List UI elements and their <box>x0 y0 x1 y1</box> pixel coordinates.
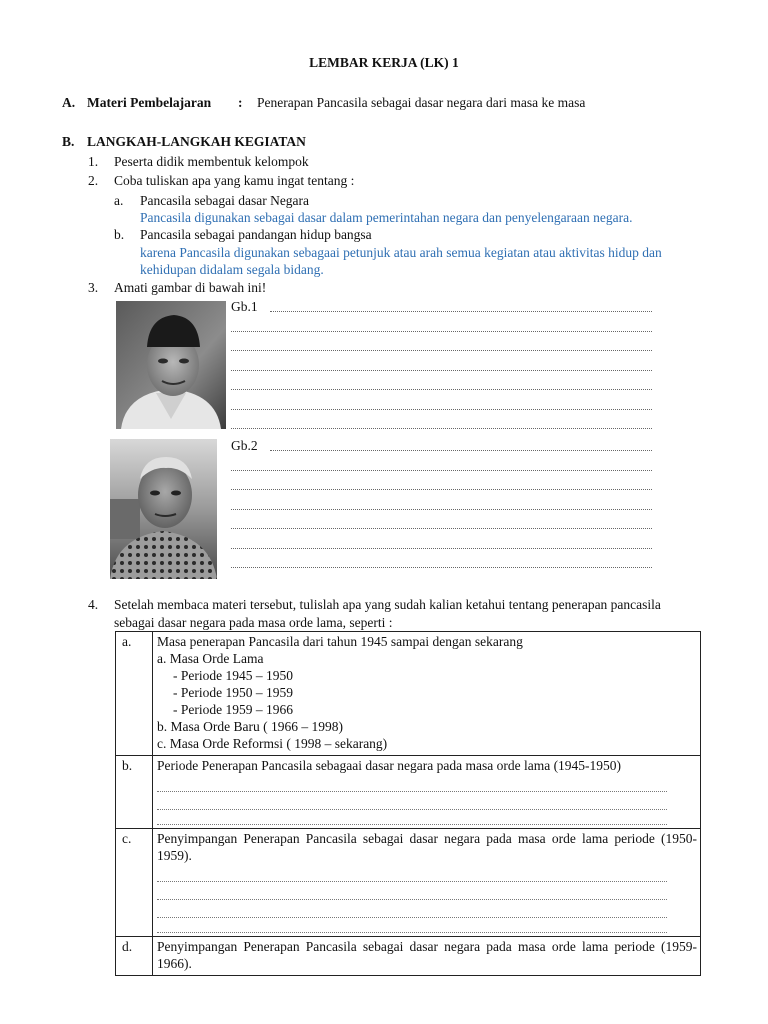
step-2a-text: Pancasila sebagai dasar Negara <box>140 193 310 208</box>
row-b-answer-line-2[interactable] <box>157 792 667 810</box>
row-c-answer-line-1[interactable] <box>157 864 667 882</box>
row-a-line-7: c. Masa Orde Reformsi ( 1998 – sekarang) <box>157 736 388 751</box>
portrait-photo-1 <box>116 301 226 429</box>
gb2-line-2[interactable] <box>231 470 652 471</box>
table-row-a <box>116 632 701 756</box>
row-d-label: d. <box>116 937 153 976</box>
row-a-line-1: Masa penerapan Pancasila dari tahun 1945 sampai dengan sekarang <box>157 634 523 649</box>
row-b-answer-line-3[interactable] <box>157 810 667 825</box>
step-2b-text: Pancasila sebagai pandangan hidup bangsa <box>140 227 372 242</box>
gb1-line-3[interactable] <box>231 350 652 351</box>
gb2-line-7[interactable] <box>231 567 652 568</box>
step-1-number: 1. <box>88 154 99 169</box>
gb1-line-4[interactable] <box>231 370 652 371</box>
row-c-label: c. <box>116 829 153 937</box>
row-d-text: Penyimpangan Penerapan Pancasila sebagai dasar negara pada masa orde lama periode (1959-1966). <box>157 939 697 971</box>
row-a-line-2: a. Masa Orde Lama <box>157 651 264 666</box>
section-b-label: LANGKAH-LANGKAH KEGIATAN <box>87 134 306 149</box>
row-d-content <box>153 937 701 976</box>
section-a-letter: A. <box>62 95 76 110</box>
step-2b-answer-line1: karena Pancasila digunakan sebagaai petunjuk atau arah semua kegiatan atau aktivitas hidup dan <box>140 245 662 260</box>
row-c-content <box>153 829 701 937</box>
section-a-label: Materi Pembelajaran <box>87 95 212 110</box>
step-3-text: Amati gambar di bawah ini! <box>114 280 267 295</box>
row-b-content <box>153 756 701 829</box>
row-c-text: Penyimpangan Penerapan Pancasila sebagai dasar negara pada masa orde lama periode (1950-1959). <box>157 831 697 863</box>
step-3-number: 3. <box>88 280 99 295</box>
gb1-line-7[interactable] <box>231 428 652 429</box>
row-a-line-4: - Periode 1950 – 1959 <box>173 685 293 700</box>
portrait-1-image <box>116 301 226 429</box>
table-row-d <box>116 937 701 976</box>
row-c-answer-line-4[interactable] <box>157 918 667 933</box>
step-4-number: 4. <box>88 597 99 612</box>
gb1-line-5[interactable] <box>231 389 652 390</box>
row-c-answer-line-3[interactable] <box>157 900 667 918</box>
step-4-text-line2: sebagai dasar negara pada masa orde lama, seperti : <box>114 615 393 630</box>
step-2b-letter: b. <box>114 227 125 242</box>
gb2-line-4[interactable] <box>231 509 652 510</box>
step-2-text: Coba tuliskan apa yang kamu ingat tentang : <box>114 173 355 188</box>
portrait-photo-2 <box>110 439 217 579</box>
gb1-line-2[interactable] <box>231 331 652 332</box>
table-row-b <box>116 756 701 829</box>
portrait-2-image <box>110 439 217 579</box>
section-a-colon: : <box>238 95 243 110</box>
row-a-content <box>153 632 701 756</box>
row-b-label: b. <box>116 756 153 829</box>
row-a-line-6: b. Masa Orde Baru ( 1966 – 1998) <box>157 719 343 734</box>
gb2-line-5[interactable] <box>231 528 652 529</box>
page-title: LEMBAR KERJA (LK) 1 <box>309 55 459 70</box>
step-2a-letter: a. <box>114 193 124 208</box>
step-2-number: 2. <box>88 173 99 188</box>
gb2-line-3[interactable] <box>231 489 652 490</box>
table-row-c <box>116 829 701 937</box>
step-1-text: Peserta didik membentuk kelompok <box>114 154 309 169</box>
gb1-label: Gb.1 <box>231 299 258 314</box>
gb1-line-6[interactable] <box>231 409 652 410</box>
orde-lama-table <box>115 631 701 976</box>
row-b-text: Periode Penerapan Pancasila sebagaai dasar negara pada masa orde lama (1945-1950) <box>157 758 622 773</box>
step-2b-answer-line2: kehidupan didalam segala bidang. <box>140 262 324 277</box>
section-b-letter: B. <box>62 134 75 149</box>
row-c-answer-line-2[interactable] <box>157 882 667 900</box>
gb2-line-6[interactable] <box>231 548 652 549</box>
section-a-value: Penerapan Pancasila sebagai dasar negara dari masa ke masa <box>257 95 586 110</box>
row-b-answer-line-1[interactable] <box>157 774 667 792</box>
row-a-label: a. <box>116 632 153 756</box>
row-a-line-5: - Periode 1959 – 1966 <box>173 702 293 717</box>
gb2-label: Gb.2 <box>231 438 258 453</box>
gb2-line-1[interactable] <box>270 450 652 451</box>
step-4-text-line1: Setelah membaca materi tersebut, tulislah apa yang sudah kalian ketahui tentang penerapan pancasila <box>114 597 661 612</box>
step-2a-answer: Pancasila digunakan sebagai dasar dalam pemerintahan negara dan penyelengaraan negara. <box>140 210 633 225</box>
gb1-line-1[interactable] <box>270 311 652 312</box>
row-a-line-3: - Periode 1945 – 1950 <box>173 668 293 683</box>
